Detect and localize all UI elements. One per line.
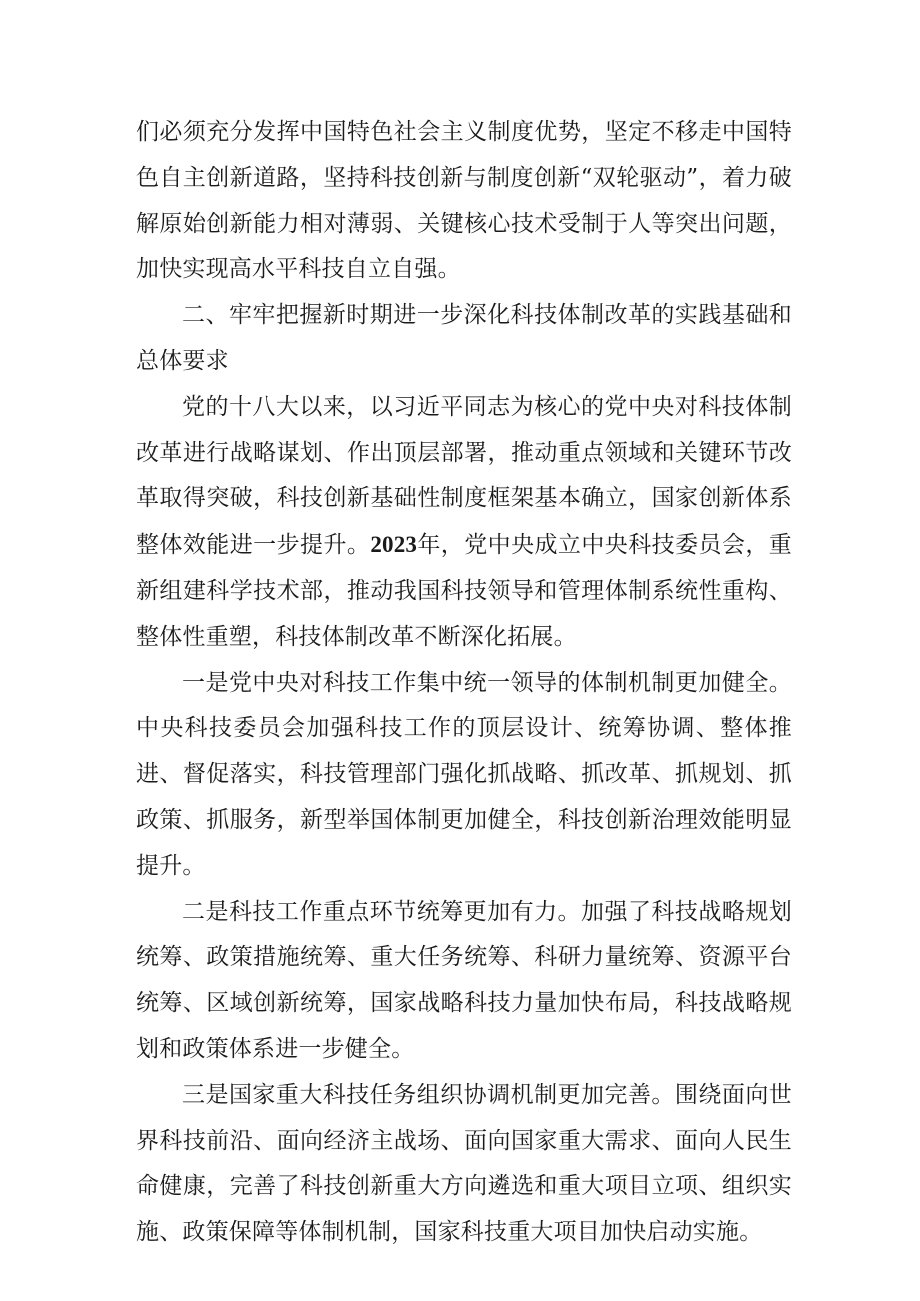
paragraph-reform-background — [136, 385, 792, 661]
paragraph-continuation: 们必须充分发挥中国特色社会主义制度优势，坚定不移走中国特色自主创新道路，坚持科技创新与制度创新“双轮驱动”，着力破解原始创新能力相对薄弱、关键核心技术受制于人等突出问题，加快实现高水平科技自立自强。 — [136, 119, 792, 283]
paragraph-point-two: 二是科技工作重点环节统筹更加有力。加强了科技战略规划统筹、政策措施统筹、重大任务统筹、科研力量统筹、资源平台统筹、区域创新统筹，国家战略科技力量加快布局，科技战略规划和政策体系进一步健全。 — [136, 898, 792, 1062]
document-body — [136, 110, 792, 1256]
paragraph-text: 党的十八大以来，以习近平同志为核心的党中央对科技体制改革进行战略谋划、作出顶层部署，推动重点领域和关键环节改革取得突破，科技创新基础性制度框架基本确立，国家创新体系整体效能进一步提升。 — [136, 393, 792, 559]
year-number: 2023 — [370, 532, 418, 558]
paragraph-point-one: 一是党中央对科技工作集中统一领导的体制机制更加健全。中央科技委员会加强科技工作的顶层设计、统筹协调、整体推进、督促落实，科技管理部门强化抓战略、抓改革、抓规划、抓政策、抓服务，新型举国体制更加健全，科技创新治理效能明显提升。 — [136, 669, 792, 879]
section-heading: 二、牢牢把握新时期进一步深化科技体制改革的实践基础和总体要求 — [136, 302, 792, 374]
paragraph-text: 年，党中央成立中央科技委员会，重新组建科学技术部，推动我国科技领导和管理体制系统性重构、整体性重塑，科技体制改革不断深化拓展。 — [136, 532, 793, 650]
paragraph-point-three: 三是国家重大科技任务组织协调机制更加完善。围绕面向世界科技前沿、面向经济主战场、面向国家重大需求、面向人民生命健康，完善了科技创新重大方向遴选和重大项目立项、组织实施、政策保障等体制机制，国家科技重大项目加快启动实施。 — [136, 1081, 792, 1246]
